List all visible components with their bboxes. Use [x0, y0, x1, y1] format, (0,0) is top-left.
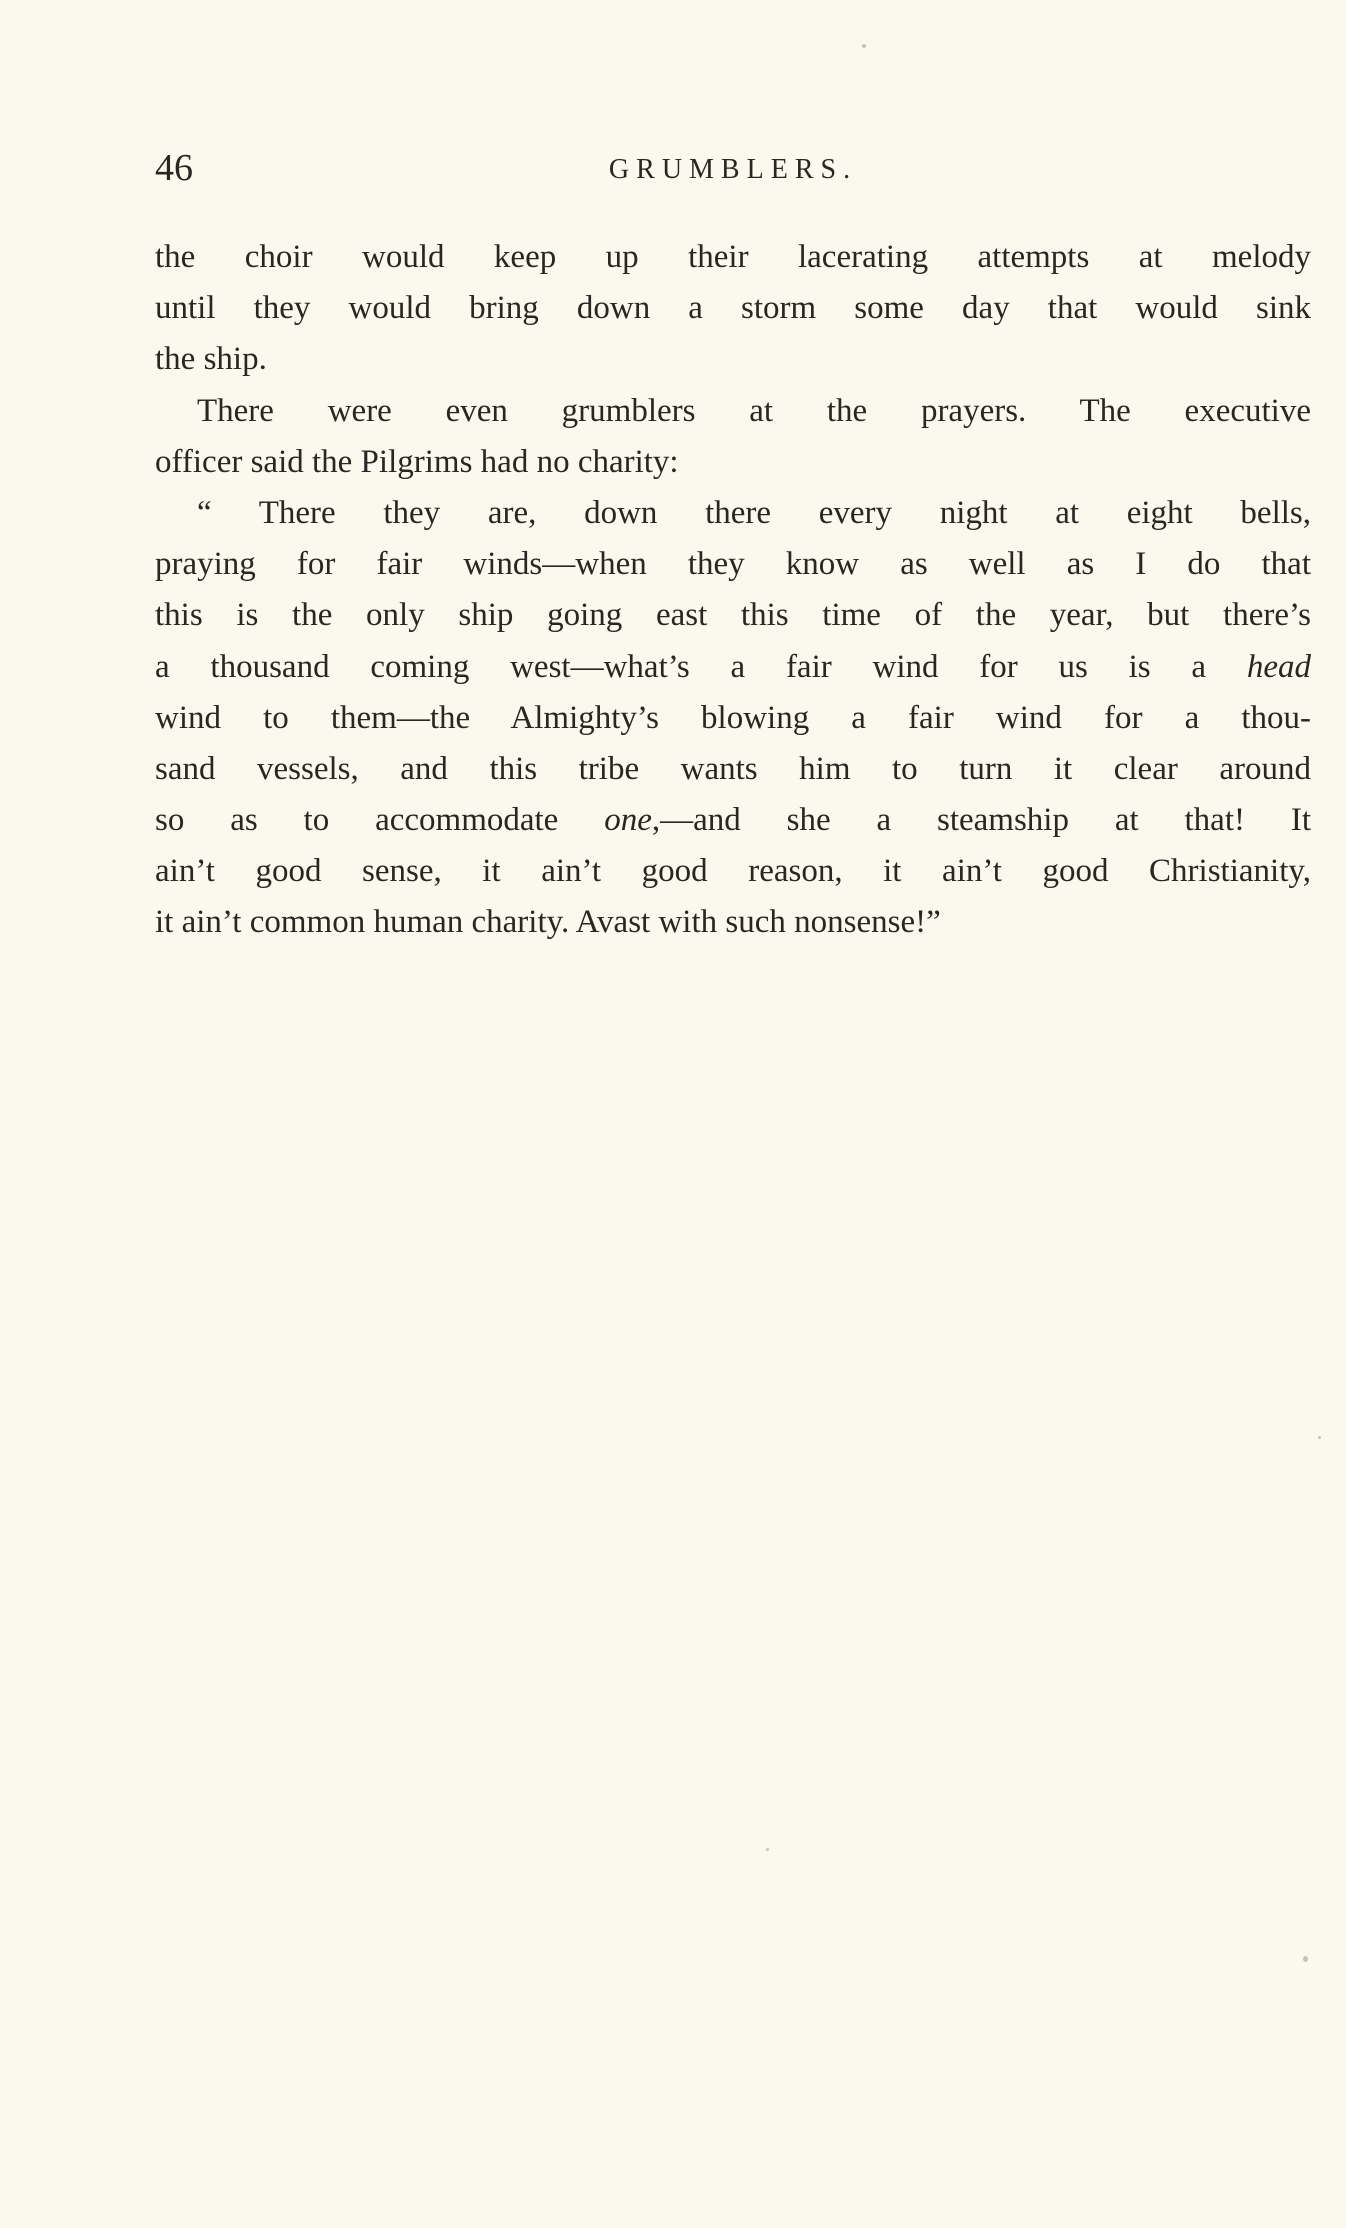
text-line: the ship. [155, 341, 267, 378]
paper-speck [1303, 1956, 1308, 1962]
paper-speck [766, 1848, 769, 1851]
italic-word: one [604, 802, 652, 839]
body-text [155, 232, 1311, 949]
running-head: GRUMBLERS. [608, 154, 858, 185]
text-line: There were even grumblers at the prayers. The executive [197, 392, 1311, 429]
text-line: ain’t good sense, it ain’t good reason, it ain’t good Christianity, [155, 853, 1311, 890]
text-line: until they would bring down a storm some day that would sink [155, 290, 1311, 327]
text-line: it ain’t common human charity. Avast with such nonsense!” [155, 904, 941, 941]
text-segment: ,—and she a steamship at that! It [651, 802, 1311, 839]
text-line: officer said the Pilgrims had no charity: [155, 443, 679, 480]
text-line: the choir would keep up their lacerating attempts at melody [155, 239, 1311, 275]
paper-speck [862, 44, 866, 48]
text-line [155, 642, 1311, 693]
text-line [155, 795, 1311, 846]
text-line: sand vessels, and this tribe wants him to turn it clear around [155, 750, 1311, 787]
text-segment: a thousand coming west—what’s a fair wind for us is a [155, 648, 1247, 685]
text-line: “ There they are, down there every night at eight bells, [197, 494, 1311, 531]
italic-word: head [1246, 648, 1311, 685]
text-line: praying for fair winds—when they know as well as I do that [155, 546, 1311, 583]
paper-speck [1318, 1436, 1321, 1439]
text-line: wind to them—the Almighty’s blowing a fair wind for a thou- [155, 699, 1311, 736]
text-segment: so as to accommodate [155, 802, 605, 839]
page-number: 46 [155, 147, 193, 189]
text-line: this is the only ship going east this time of the year, but there’s [155, 597, 1311, 634]
page-header [155, 146, 1311, 190]
